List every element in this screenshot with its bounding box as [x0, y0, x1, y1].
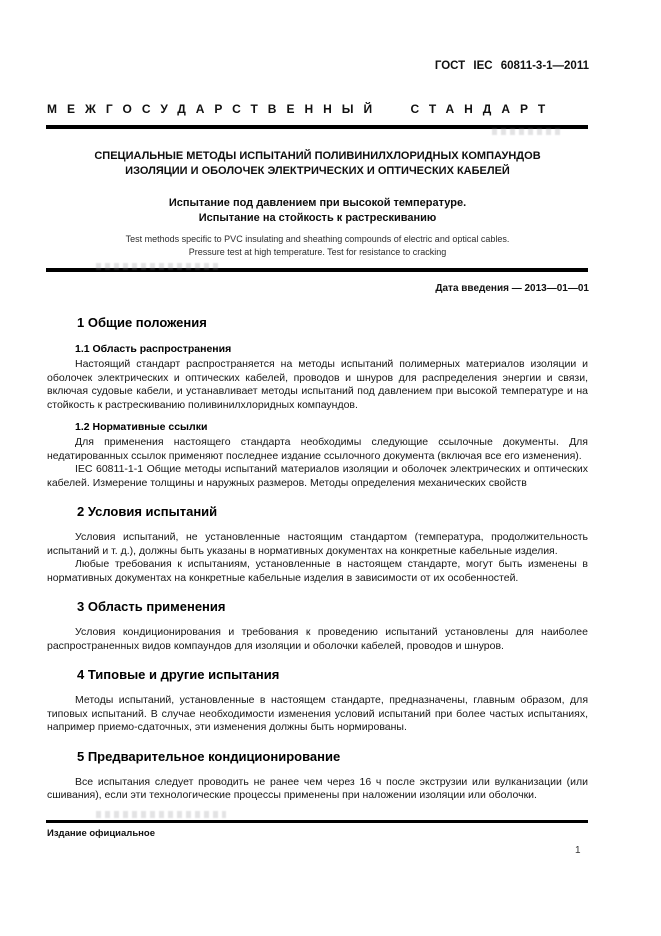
section-5-heading: 5 Предварительное кондиционирование [77, 748, 341, 764]
title-en-line2: Pressure test at high temperature. Test for resistance to cracking [188, 247, 447, 257]
document-body [47, 315, 588, 803]
section-3-paragraph-1: Условия кондиционирования и требования к проведению испытаний установлены для наиболее распространенных видов компаундов для изоляции и оболочки кабелей, проводов и шнуров. [47, 626, 588, 652]
subsection-1-2-paragraph-2: IEC 60811-1-1 Общие методы испытаний материалов изоляции и оболочек электрических и оптических кабелей. Измерение толщины и наружных размеров. Методы определения механических свойств [47, 463, 588, 489]
standard-type-label: МЕЖГОСУДАРСТВЕННЫЙ СТАНДАРТ [47, 102, 556, 116]
subsection-1-2-paragraph-1: Для применения настоящего стандарта необходимы следующие ссылочные документы. Для недатированных ссылок применяют последнее издание ссылочного документа (включая все его изменения). [47, 436, 588, 462]
section-2-paragraph-2: Любые требования к испытаниям, установленные в настоящем стандарте, могут быть изменены в нормативных документах на конкретные кабельные изделия в зависимости от их особенностей. [47, 558, 588, 584]
subtitle-ru-line1: Испытание под давлением при высокой температуре. [168, 197, 467, 209]
page-number: 1 [575, 845, 581, 856]
section-4-paragraph-1: Методы испытаний, установленные в настоящем стандарте, предназначены, главным образом, для типовых испытаний. В случае необходимости изменения условий испытаний при более частых испытаниях, например приемо-сдаточных, эти изменения должны быть нормированы. [47, 694, 588, 733]
header-rule [46, 125, 588, 129]
effective-date: Дата введения — 2013—01—01 [435, 283, 589, 294]
section-2-paragraph-1: Условия испытаний, не установленные настоящим стандартом (температура, продолжительность испытаний и т. д.), должны быть указаны в нормативных документах на конкретные кабельные изделия. [47, 531, 588, 557]
section-1-heading: 1 Общие положения [77, 315, 207, 330]
subsection-1-1-heading: 1.1 Область распространения [75, 343, 232, 355]
title-english [47, 233, 588, 259]
subsection-1-2-heading: 1.2 Нормативные ссылки [75, 421, 208, 433]
title-russian [47, 149, 588, 178]
title-ru-line1: СПЕЦИАЛЬНЫЕ МЕТОДЫ ИСПЫТАНИЙ ПОЛИВИНИЛХЛОРИДНЫХ КОМПАУНДОВ [94, 150, 541, 162]
doc-number: ГОСТ IEC 60811-3-1—2011 [434, 60, 589, 72]
section-3-heading: 3 Область применения [77, 599, 226, 614]
section-4-heading: 4 Типовые и другие испытания [77, 667, 280, 682]
footer-rule [46, 820, 588, 823]
section-2-heading: 2 Условия испытаний [77, 504, 218, 519]
section-5-paragraph-1: Все испытания следует проводить не ранее чем через 16 ч после экструзии или вулканизации (или сшивания), если эти технологические процессы применены при наложении изоляции или оболочки. [47, 775, 588, 801]
subsection-1-1-paragraph: Настоящий стандарт распространяется на методы испытаний полимерных материалов изоляции и оболочек электрических и оптических кабелей, проводов и шнуров для распределения энергии и связи, включая судовые кабели, и устанавливает методы испытаний под давлением при высокой температуре и на стойкость к растрескиванию поливинилхлоридных компаундов. [47, 358, 588, 411]
title-ru-line2: ИЗОЛЯЦИИ И ОБОЛОЧЕК ЭЛЕКТРИЧЕСКИХ И ОПТИЧЕСКИХ КАБЕЛЕЙ [125, 164, 510, 177]
scan-artifact [96, 811, 226, 818]
scan-artifact [492, 128, 560, 135]
title-rule [46, 268, 588, 272]
subtitle-ru-line2: Испытание на стойкость к растрескиванию [198, 211, 437, 224]
subtitle-russian [47, 196, 588, 225]
edition-note: Издание официальное [47, 828, 155, 839]
title-en-line1: Test methods specific to PVC insulating and sheathing compounds of electric and optical cables. [125, 234, 510, 244]
